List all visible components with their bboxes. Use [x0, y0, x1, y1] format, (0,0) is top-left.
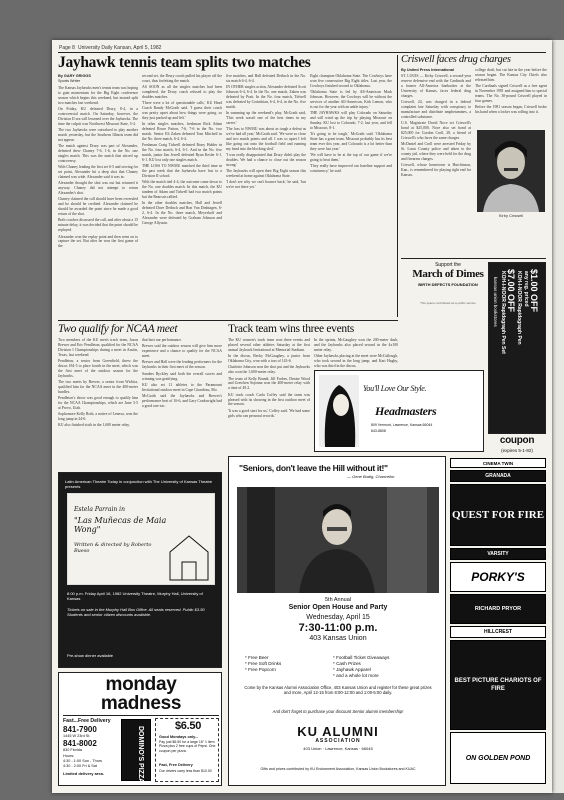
- paragraph: Charlotte Johnson won the shot put and the Jayhawks also won the 1,600-meter relay.: [228, 365, 310, 375]
- movie-item-8[interactable]: ON GOLDEN POND: [450, 732, 546, 784]
- paragraph: IN OTHER singles action, Alexander defeated Scott Johnson 6-4, 6-4. In the No. one match, Zaken was defeated by Pratt. In the No. four match, Tidwell was defeated by Corinthian, 6-4, 6-4, in the No. five match.: [226, 85, 306, 109]
- theatre-footer: Pre-show dinner available: [67, 653, 114, 658]
- paragraph: U.S. Magistrate David Noce set Criswell's bond at $25,000. Noce also set bond at $25,000 for Gordon Croll, 28, a friend of Criswell's who faces the same charges.: [401, 120, 471, 140]
- coupon-label-box: [488, 436, 546, 453]
- ncaa-col-1-text: [58, 338, 138, 470]
- paragraph: The KU women's track team won three events and placed several other athletes Saturday at the first annual Jayhawk Invitational at Memorial Stadium.: [228, 338, 310, 352]
- paragraph: KU also set 11 athletes to the Paramount Invitational outdoor meet in Cape Girardeau, Mo.: [142, 382, 222, 392]
- monday-rule: [63, 715, 219, 716]
- paragraph: The team of Kelly Brandt, Jill Forbes, Denise Wood and Gretchen Sojonna won the 400-meter relay with a time of 49.2.: [228, 376, 310, 391]
- movie-item-2[interactable]: QUEST FOR FIRE: [450, 484, 546, 546]
- monday-area-2: 830 Florida: [63, 748, 82, 752]
- seniors-event-1: 5th Annual: [325, 597, 351, 603]
- criswell-caption: Kirby Criswell: [498, 213, 524, 218]
- paragraph: The match against Drury was part of Alexander, defeated drew Chaney 7-6, 1-6, in the No. one singles match. This was the match that stirred up controversy.: [58, 144, 138, 163]
- paragraph: * Free Popcorn: [245, 667, 276, 672]
- dominos-logo: [121, 719, 151, 784]
- paragraph: 'I was really disappointed that Drury didn't play the doubles. We had a chance to close out the season strong.': [226, 153, 306, 167]
- track-headline: Track team wins three events: [228, 323, 354, 335]
- feature-item: * Football Ticket Giveaways: [333, 655, 390, 660]
- paragraph: second set, the Drury coach pulled his player off the court, thus forfeiting the match.: [142, 74, 222, 83]
- paragraph: In the discus, Becky McGaughey, a junior from Oklahoma City, won with a toss of 143-6.: [228, 354, 310, 364]
- paragraph: * Free Soft Drinks: [245, 661, 282, 666]
- monday-offer: Pay just $6.50 for a large 16" 1 item Pizza plus 2 free cups of Pepsi. One coupon per pizza.: [159, 740, 216, 753]
- coupon-label: coupon: [499, 435, 535, 446]
- criswell-text-right: [475, 68, 547, 128]
- movie-item-3[interactable]: VARSITY: [450, 548, 546, 560]
- coupon-product: KOH-I-NOOR Rapidograph Pen: [516, 271, 522, 345]
- paragraph: Brewer and Hall were the leading performers for the Jayhawks in their first meet of the season.: [142, 360, 222, 370]
- paragraph: Other Jayhawks placing at the meet were McCullough, who took second in the long jump, and Kari Hagby, who was third in the discus.: [314, 354, 398, 368]
- coupon-price-1: $1.00 OFF: [529, 269, 539, 313]
- paragraph: KU track coach Carla Coffey said the team was pleased with its showing in the first outdoor meet of the season.: [228, 392, 310, 407]
- feature-item: * and a whole lot more: [333, 673, 379, 678]
- movie-header[interactable]: CINEMA TWIN: [450, 458, 546, 468]
- main-col-1: [58, 74, 138, 251]
- seniors-event-2: Senior Open House and Party: [288, 604, 388, 611]
- theatre-title-1: Estela Parrain in: [74, 506, 125, 513]
- headmasters-address: 809 Vermont, Lawrence, Kansas 66044: [371, 423, 433, 427]
- paragraph: With Chaney leading the first set 6-5 and serving for set point, Alexander hit a deep shot that Chaney claimed was wide. Alexander said it was in.: [58, 165, 138, 179]
- seniors-credit: Gifts and prizes contributed by KU Endowment Association, Kansas Union Bookstores and KUAC: [260, 767, 416, 771]
- monday-offer-title: Good Mondays only...: [159, 735, 199, 739]
- page-number: Page 8: [59, 45, 75, 51]
- march-of-dimes-ad: [412, 262, 484, 305]
- paragraph: On Friday, KU defeated Drury, 8-4, in a controversial match. On Saturday, however, the Division II sea will lessened over the Jayhawks. The time the culprit was Northwest Missouri State, 5-4.: [58, 107, 138, 126]
- paragraph: ST. LOUIS — Kirby Criswell, a second-year reserve defensive end with the Cardinals and a former All-America linebacker at the University of Kansas, faces federal drug charges.: [401, 74, 471, 98]
- dominos-coupon[interactable]: [155, 718, 219, 782]
- paragraph: The Jayhawks will open their Big Eight season this weekend at home against Oklahoma State.: [226, 169, 306, 179]
- byline-role: Sports Writer: [58, 79, 81, 83]
- paragraph: Before the 1981 season began, Criswell broke his hand when a locker was rolling into it.: [475, 105, 547, 115]
- paragraph: With the match tied 4-4, the outcome came down to the No. one doubles match. In this match, the KU tandem of Adam and Tidwell had two match points but the Bearcats rallied.: [142, 180, 222, 200]
- theatre-director: Written & directed by Roberto Bueso: [74, 542, 152, 554]
- main-col-3-text: [226, 74, 306, 318]
- criswell-rule: [401, 258, 546, 259]
- seniors-sponsor: Come by the Kansas Alumni Association Office, 403 Kansas Union and register for these great prizes and more, April 12-15 from 8:00-12:00 and 1:00-5:00 daily.: [244, 685, 432, 696]
- seniors-date: Wednesday, April 15: [306, 614, 370, 621]
- newspaper-page: [52, 40, 552, 793]
- ncaa-headline: Two qualify for NCAA meet: [58, 323, 178, 335]
- theatre-tickets: Tickets on sale in the Murphy Hall Box Office. All seats reserved. Public $3.50 Students and senior citizen discounts available.: [67, 607, 205, 617]
- paragraph: * Free Beer: [245, 655, 269, 660]
- paragraph: 'It's going to be tough,' McGrath said. 'Oklahoma State has a great team. Missouri probably has its best team ever this year, and Colorado is a lot better than they were last year.': [310, 132, 392, 151]
- monday-phone-2: 841-8002: [63, 739, 97, 748]
- paragraph: AS SOON as all the singles matches had been completed, the Drury coach refused to play the doubles matches.: [142, 85, 222, 100]
- headmasters-ad[interactable]: [314, 370, 484, 452]
- paragraph: The two Jayhawks were outvalued to play another match yesterday, but the Southern Illinois team did not appear.: [58, 128, 138, 142]
- paragraph: McDaniel and Croll were arrested Friday by St. Louis County police and taken to the county jail, where they were held for the drug and firearms charges.: [401, 141, 471, 161]
- track-col-2-text: [314, 338, 398, 368]
- monday-drivers: Our drivers carry less than $10.00: [159, 769, 212, 773]
- criswell-source: By United Press International: [401, 68, 454, 72]
- mod-name: March of Dimes: [412, 268, 484, 280]
- monday-price: $6.50: [174, 720, 202, 732]
- main-col-1-text: [58, 86, 138, 249]
- feature-item: * Cash Prizes: [333, 661, 361, 666]
- paragraph: 'We will have to be at the top of our game if we're going to beat them.': [310, 153, 392, 163]
- paragraph: THE LOSS TO NWMU matched the third time in the past week that the Jayhawks have lost to a Division II school.: [142, 164, 222, 179]
- paragraph: In the sprints, McGaughey won the 200-meter dash, and the Jayhawks also placed second in the 4x100 meter relay.: [314, 338, 398, 352]
- seniors-ad[interactable]: [228, 456, 446, 786]
- coupon-expires: (expires 5-1-82): [501, 448, 533, 453]
- feature-item: * Jayhawk Apparel: [333, 667, 371, 672]
- monday-hours-2: 4:30 - 1:00 Sun - Thurs: [63, 759, 102, 763]
- main-col-4-text: [310, 74, 392, 318]
- movie-item-7[interactable]: BEST PICTURE CHARIOTS OF FIRE: [450, 640, 546, 730]
- seniors-time: 7:30-11:00 p.m.: [298, 622, 378, 634]
- seniors-closing: And don't forget to purchase your discount Senior alumni membership!: [272, 709, 404, 714]
- ku-alumni-logo: [259, 725, 417, 751]
- monday-phone-1: 841-7900: [63, 725, 97, 734]
- monday-limited: Limited delivery area.: [63, 771, 104, 776]
- theatre-presenter: Latin American Theatre Today in conjunction with The University of Kansas Theatre presents: [65, 479, 213, 489]
- mod-foundation: BIRTH DEFECTS FOUNDATION: [418, 282, 478, 287]
- alumni-logo-text: KU ALUMNI: [297, 724, 379, 739]
- track-col-1-text: [228, 338, 310, 470]
- criswell-text: [401, 74, 471, 254]
- paragraph: McGrath said the Jayhawks and Brewer's performance best of 16-6, and Gary Conkwright had a good one too.: [142, 394, 222, 408]
- paragraph: In the other doubles matches, Hall and Jerrell defeated Dave Deibsch and Ron Van Dinbiagen, 6-2, 6-4. In the No. three match, Meyerhoff and Alexander were defeated by Graham Johnson and George Allyusin.: [142, 201, 222, 226]
- paragraph: 'Oklahoma State is led by All-American Mark Johnson. However, the Cowboys will be without the services of another All-American, Kirk Lemon, who is out for the year with an ankle injury.': [310, 90, 392, 109]
- monday-hours-1: Hours:: [63, 754, 75, 758]
- paragraph: five matches, and Hall defeated Deibsch in the No. six match 6-4, 6-4.: [226, 74, 306, 83]
- paragraph: Alexander thought the shot was out but returned it anyway. Chaney did not attempt to return Alexander's shot.: [58, 181, 138, 196]
- column-divider: [397, 55, 398, 317]
- paragraph: The two meets by Brewer, a senior from Wichita, qualified him for the NCAA meet in the 400-meter hurdles.: [58, 380, 138, 394]
- paragraph: Pendleton's throw was good enough to qualify him for the NCAA Championships, which are June 3-5 at Provo, Utah.: [58, 396, 138, 410]
- paragraph: Two members of the KU men's track team, Jason Brewer and Eric Pendleton, qualified for the NCAA Division I Championships during a meet in Austin, Texas, last weekend.: [58, 338, 138, 357]
- paragraph: Sanders Ryckley said both the overall scores and winning was gratifying.: [142, 371, 222, 381]
- paragraph: Alexander won the replay point and then went on to capture the set. But after he won the first game of the: [58, 234, 138, 249]
- criswell-photo: [477, 130, 545, 212]
- main-headline: Jayhawk tennis team splits two matches: [58, 54, 311, 71]
- section-rule: [58, 320, 398, 321]
- paragraph: 'I don't see why we can't bounce back,' he said, 'but we're not there yet.': [226, 180, 306, 190]
- paragraph: Both coaches discussed the call, and after about a 15 minute delay, it was decided that the point should be replayed.: [58, 218, 138, 233]
- byline: By GARY GRIGGS: [58, 74, 91, 78]
- monday-hours-3: 4:30 - 2:00 Fri & Sat: [63, 764, 97, 768]
- next-page-edge: [550, 40, 564, 793]
- ncaa-col-2-text: [142, 338, 222, 470]
- paragraph: Brewer said the outdoor season will give him more experience and a chance to qualify for the NCAA meet.: [142, 344, 222, 359]
- paragraph: The Cardinals signed Criswell as a free agent in November 1981 and assigned him to special teams. The No. 30-pound Criswell played in four games.: [475, 84, 547, 103]
- header-rule: [58, 52, 546, 53]
- headmasters-phone: 843-8808: [371, 429, 386, 433]
- seniors-place: 403 Kansas Union: [309, 635, 367, 642]
- paragraph: In other singles matches, freshman Rick Adam defeated Bruce Patton, 7-6, 7-6 in the No. two match. Senior Eli Zaken defeated Tom Mitchell in the No. three match, 6-4, 6-4.: [142, 122, 222, 142]
- monday-area-1: 1445 W 23rd St.: [63, 734, 91, 738]
- mod-note: This space contributed as a public service: [420, 301, 476, 305]
- paragraph: The Kansas Jayhawks men's tennis team was hoping to gain momentum for the Big Eight conference season which begins this weekend, but instead split two matches last weekend.: [58, 86, 138, 105]
- monday-fast-free: Fast, Free Delivery: [159, 763, 193, 767]
- paragraph: Pendleton, a senior from Greenfield, threw the discus 184-5 to place fourth in the meet, which was the first meet of the outdoor season for the Jayhawks.: [58, 359, 138, 378]
- paragraph: 'It was a good start for us,' Coffey said. 'We had some girls who ran personal records.': [228, 408, 310, 418]
- seniors-features-left: [245, 655, 325, 673]
- seniors-photo: [237, 487, 439, 593]
- dominos-ad[interactable]: [58, 672, 222, 786]
- theatre-title-2: "Las Muñecas de Maia Wong": [74, 516, 167, 534]
- paragraph: 'There were a lot of questionable calls,' KU Head Coach Randy McGrath said. 'I guess their coach was pretty upset about how things were going, so they just packed up and left.': [142, 101, 222, 121]
- theatre-ad[interactable]: [58, 472, 222, 668]
- criswell-headline: Criswell faces drug charges: [401, 54, 511, 65]
- paragraph: Criswell, whose hometown is Hutchinson, Kan., is remembered for playing tight end for Kansas.: [401, 162, 471, 177]
- paragraph: In summing up the weekend's play, McGrath said, 'This week wasn't one of the best times in my career.': [226, 111, 306, 125]
- paragraph: Sophomore Kelly Roth, a native of Lenexa, won the long jump in 24-6.: [58, 412, 138, 422]
- coupon-price-2: $7.00 OFF: [506, 269, 516, 313]
- paragraph: 'They really have improved our baseline support and consistency,' he said.: [310, 164, 392, 174]
- coupon-store: kansas union bookstores: [493, 277, 498, 327]
- paragraph: THE JAYHAWKS will play Colorado on Saturday and will wind up the trip by playing Missouri on Sunday. KU lost to Colorado, 7-2, last year, and fell to Missouri, 8-1.: [310, 111, 392, 130]
- alumni-assoc: ASSOCIATION: [315, 738, 361, 744]
- seniors-quote: "Seniors, don't leave the Hill without it!": [239, 463, 388, 473]
- paragraph: Criswell, 24, was charged in a federal complaint late Saturday with conspiracy to manufacture and distribute amphetamines, a controlled substance.: [401, 99, 471, 119]
- monday-fast: Fast...Free Delivery: [63, 718, 111, 724]
- alumni-address: 403 Union · Lawrence, Kansas · 66045: [303, 746, 373, 751]
- paragraph: KU also finished sixth in the 1,600 meter relay.: [58, 423, 130, 428]
- headmasters-tagline: You'll Love Our Style.: [363, 384, 427, 393]
- movie-item-1[interactable]: GRANADA: [450, 470, 546, 482]
- coupon-line-2: KOH-I-NOOR Rapidograph Pen Set: [500, 271, 506, 354]
- theatre-details: 8:00 p.m. Friday April 16, 1982 University Theatre, Murphy Hall, University of Kansas: [67, 591, 203, 601]
- main-col-2-text: [142, 74, 222, 318]
- mod-support: Support the: [435, 262, 461, 268]
- coupon-line-1: any reg. priced: [523, 271, 529, 307]
- paragraph: college draft, but cut late in the year before the season began. The Kansas City Chiefs also released him.: [475, 68, 547, 82]
- seniors-event: [233, 597, 443, 642]
- monday-title-2: madness: [100, 693, 182, 714]
- theatre-sketch: [164, 532, 214, 584]
- paper-title: University Daily Kansan, April 5, 1982: [78, 45, 162, 51]
- paragraph: Chaney claimed the call should have been overruled and he should be credited. Alexander claimed he should be awarded the point since he made a good return of the shot.: [58, 197, 138, 217]
- seniors-features-right: [333, 655, 433, 679]
- paragraph: Eight champion Oklahoma State. The Cowboys have won five consecutive Big Eight titles. Last year, the Cowboys finished second to Oklahoma.: [310, 74, 392, 88]
- theatre-art: [67, 493, 215, 585]
- headmasters-brand: Headmasters: [375, 404, 437, 418]
- seniors-attribution: — Gene Budig, Chancellor: [347, 474, 395, 479]
- coupon-ad[interactable]: [488, 262, 546, 434]
- movie-item-5[interactable]: RICHARD PRYOR: [450, 594, 546, 624]
- movie-item-4[interactable]: PORKY'S: [450, 562, 546, 592]
- paragraph: Freshman Craig Tidwell defeated Barry Hubler in the No. four match, 6-4, 6-1. And in the No. five match, junior Jim Jerrell defeated Ryan Kesler 6-1, 6-1. KU lost only one singles match.: [142, 143, 222, 163]
- dominos-brand: DOMINO'S PIZZA: [137, 726, 144, 784]
- movie-item-6[interactable]: HILLCREST: [450, 626, 546, 638]
- monday-title-1: monday: [105, 674, 177, 695]
- paragraph: that hurt our performance.: [142, 338, 182, 342]
- headmasters-photo: [319, 375, 359, 447]
- paragraph: 'The loss to NWMU was about as tough a defeat as we've had all year,' McGrath said. 'We were so close and two match points and all. I was so upset I felt like going out onto the football field and running my head into the blocking sled.': [226, 127, 306, 151]
